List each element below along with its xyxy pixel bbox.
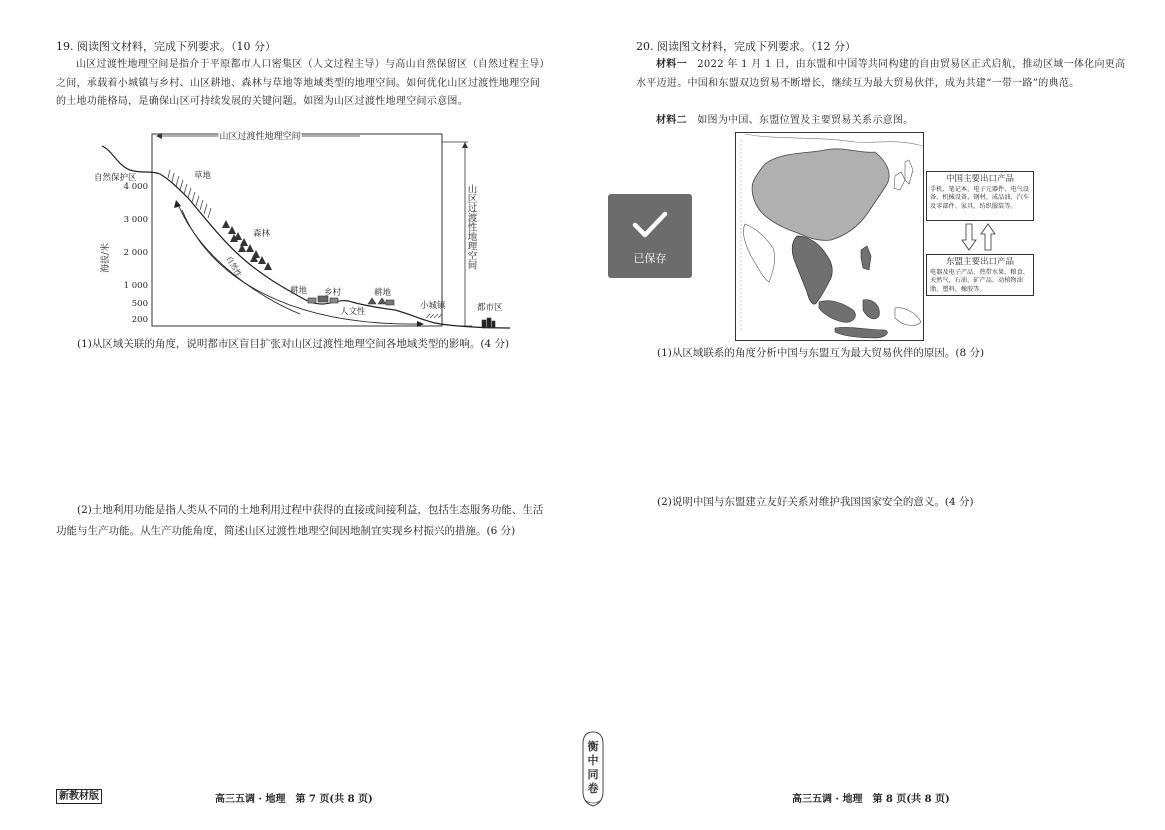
material2-text: 如图为中国、东盟位置及主要贸易关系示意图。 — [697, 115, 914, 126]
q19-sub1 — [56, 334, 552, 355]
y-ticks — [124, 182, 148, 325]
q20-sub2 — [636, 492, 1134, 513]
q19-sub2 — [56, 500, 552, 542]
label-humanistic: 人文性 — [340, 307, 366, 317]
material1-label: 材料一 — [656, 59, 687, 70]
seal-logo — [581, 730, 605, 808]
q20-sub1 — [636, 343, 1134, 364]
q20-header: 20. 阅读图文材料，完成下列要求。（12 分） — [636, 40, 856, 53]
asean-export-box — [926, 254, 1034, 296]
label-forest: 森林 — [253, 229, 271, 239]
q20-material1 — [636, 56, 1134, 93]
china-export-body: 手机、笔记本、电子元器件、电气设备、机械设备、钢材、成品油、汽车及零部件、家具、纺织服装等。 — [930, 186, 1029, 210]
q19-sub2-text: (2)土地利用功能是指人类从不同的土地利用过程中获得的直接或间接利益，包括生态服务功能、生活功能与生产功能。从生产功能角度，简述山区过渡性地理空间因地制宜实现乡村振兴的措施。(6 分) — [56, 504, 544, 537]
diagram-frame — [152, 134, 442, 326]
q19-paragraph — [56, 56, 550, 112]
label-urban: 都市区 — [477, 303, 503, 313]
left-page-number: 高三五调 · 地理 第 7 页(共 8 页) — [215, 794, 373, 805]
china-export-title: 中国主要出口产品 — [945, 174, 1014, 184]
mountain-transition-diagram — [90, 128, 530, 338]
y-tick: 4 000 — [123, 182, 148, 192]
down-arrow-icon — [962, 224, 976, 250]
y-tick: 200 — [131, 315, 148, 325]
right-page-number: 高三五调 · 地理 第 8 页(共 8 页) — [792, 794, 950, 805]
china-asean-map — [735, 132, 925, 342]
saved-toast — [608, 194, 692, 278]
label-town: 小城镇 — [420, 301, 446, 311]
terrain-line — [102, 146, 510, 328]
q19-header: 19. 阅读图文材料，完成下列要求。（10 分） — [56, 40, 276, 53]
material1-text: 2022 年 1 月 1 日，由东盟和中国等共同构建的自由贸易区正式启航，推动区域一体化向更高水平迈进。中国和东盟双边贸易不断增长，继续互为最大贸易伙伴，成为共建“一带一路”的典范。 — [636, 59, 1126, 89]
svg-text:中: 中 — [587, 754, 599, 767]
humanistic-arrow — [182, 210, 420, 324]
natural-arrow — [178, 204, 300, 314]
top-label: 山区过渡性地理空间 — [219, 132, 301, 142]
y-tick: 3 000 — [123, 215, 148, 225]
svg-text:同: 同 — [587, 768, 599, 781]
y-tick: 500 — [131, 299, 148, 309]
right-label: 山区过渡性地理空间 — [465, 184, 477, 270]
china-export-box — [926, 171, 1034, 221]
label-farmland-1: 耕地 — [290, 286, 308, 296]
material2-label: 材料二 — [656, 115, 687, 126]
svg-text:衡: 衡 — [587, 740, 599, 753]
asean-export-body: 电器及电子产品、热带水果、粮食、天然气、石油、矿产品、动植物油脂、塑料、橡胶等。 — [930, 269, 1029, 293]
up-arrow-icon — [981, 224, 995, 250]
q20-sub2-text: (2)说明中国与东盟建立友好关系对维护我国国家安全的意义。(4 分) — [657, 496, 974, 508]
y-tick: 1 000 — [123, 281, 148, 291]
edition-badge: 新教材版 — [56, 789, 102, 804]
trade-arrows — [958, 222, 998, 252]
svg-text:卷: 卷 — [587, 782, 599, 795]
label-farmland-2: 耕地 — [374, 288, 392, 298]
label-grassland: 草地 — [194, 171, 212, 181]
q19-sub1-text: (1)从区域关联的角度，说明都市区盲目扩张对山区过渡性地理空间各地域类型的影响。(4 分) — [77, 338, 510, 350]
asean-export-title: 东盟主要出口产品 — [945, 257, 1014, 267]
q20-material2 — [636, 112, 1134, 131]
q19-paragraph-text: 山区过渡性地理空间是指介于平原都市人口密集区（人文过程主导）与高山自然保留区（自然过程主导）之间，承载着小城镇与乡村、山区耕地、森林与草地等地域类型的地理空间。如何优化山区过渡性地理空间的土地功能格局，是确保山区可持续发展的关键问题。如图为山区过渡性地理空间示意图。 — [56, 59, 550, 107]
y-tick: 2 000 — [123, 248, 148, 258]
q20-sub1-text: (1)从区域联系的角度分析中国与东盟互为最大贸易伙伴的原因。(8 分) — [657, 347, 985, 359]
label-village: 乡村 — [324, 288, 342, 298]
checkmark-icon — [630, 208, 670, 242]
saved-label: 已保存 — [633, 252, 667, 265]
y-axis-label: 海拔/米 — [101, 242, 111, 274]
label-nature-reserve: 自然保护区 — [94, 173, 137, 183]
label-natural: 自然性 — [224, 254, 244, 279]
